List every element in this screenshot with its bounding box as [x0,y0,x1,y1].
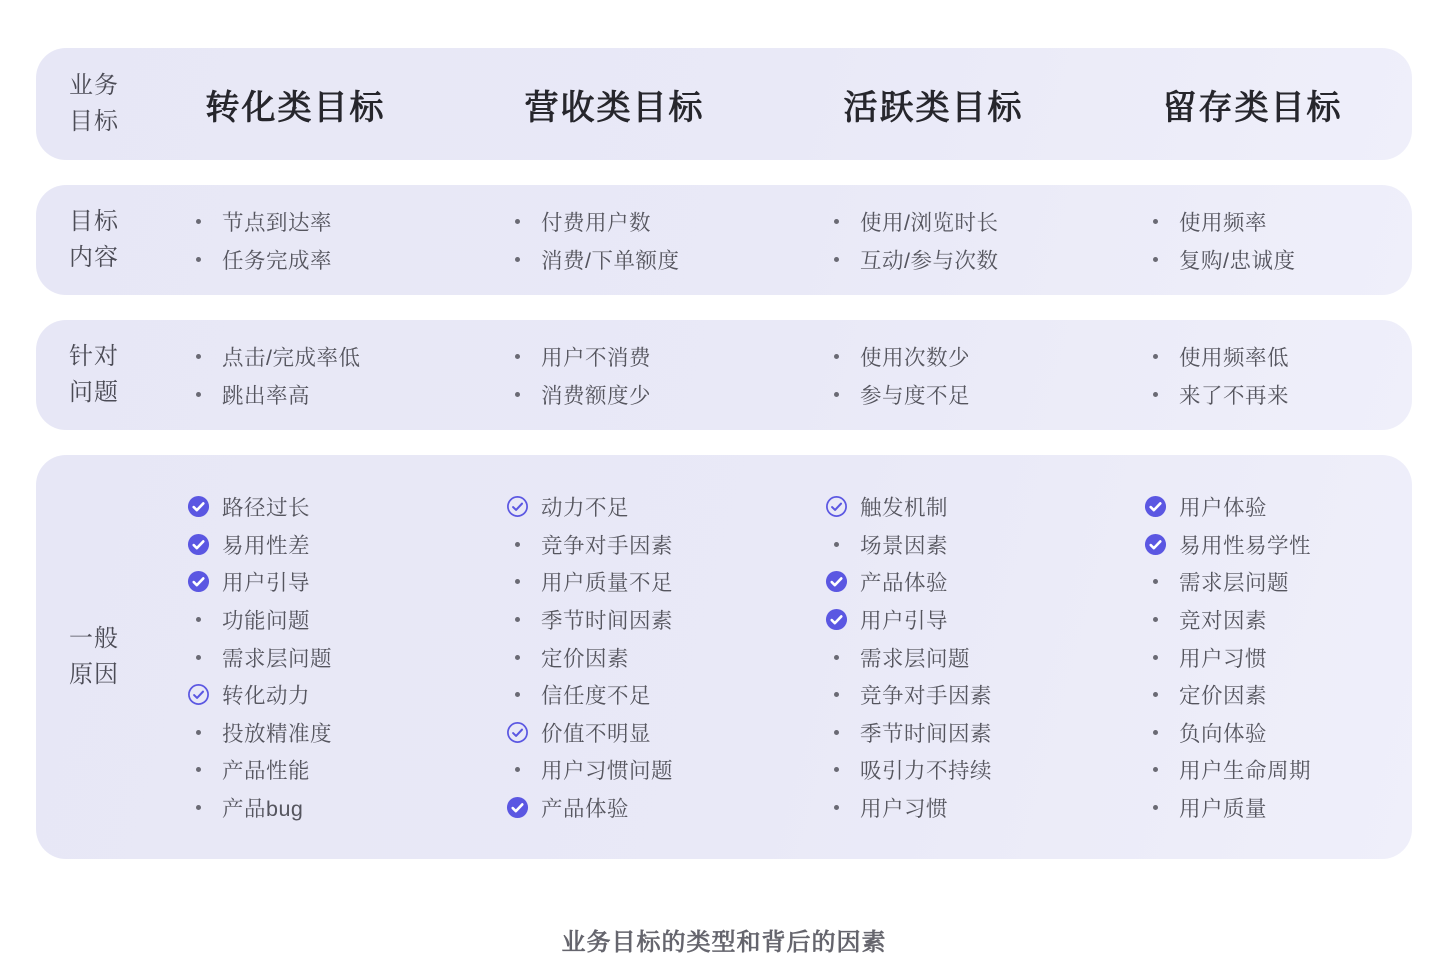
column-header-activity: 活跃类目标 [843,88,1024,127]
bullet-dot-icon [1143,247,1167,271]
list-item [186,751,455,789]
list-item [1143,751,1412,789]
list-item [186,240,455,278]
list-item [824,676,1093,714]
check-outline-icon [824,495,848,519]
problems-revenue-list [455,320,774,430]
bullet-dot-icon [505,683,529,707]
bullet-dot-icon [824,758,848,782]
list-item [186,713,455,751]
list-item-text: 竞争对手因素 [860,684,993,709]
list-item [186,601,455,639]
list-item-text: 用户习惯问题 [541,759,674,784]
row-label-line: 内容 [69,244,119,271]
list-item-text: 易用性易学性 [1179,533,1312,558]
check-filled-icon [1143,532,1167,556]
list-item-text: 场景因素 [860,533,949,558]
goal-content-retention-list [1093,185,1412,295]
list-item-text: 竞争对手因素 [541,533,674,558]
list-item [186,375,455,413]
list-item [824,337,1093,375]
list-item [824,525,1093,563]
bullet-dot-icon [186,795,210,819]
row-label-business-goals [36,68,136,140]
list-item [824,751,1093,789]
list-item [505,638,774,676]
list-item-text: 付费用户数 [541,210,652,235]
list-item [1143,488,1412,526]
bullet-dot-icon [186,645,210,669]
list-item [186,488,455,526]
bullet-dot-icon [505,344,529,368]
list-item [505,525,774,563]
bullet-dot-icon [186,758,210,782]
bullet-dot-icon [186,382,210,406]
row-label-target-problems [36,339,136,411]
bullet-dot-icon [186,247,210,271]
list-item [824,240,1093,278]
bullet-dot-icon [505,382,529,406]
check-filled-icon [505,795,529,819]
list-item-text: 使用次数少 [860,345,971,370]
list-item [1143,563,1412,601]
list-item [1143,202,1412,240]
list-item [505,789,774,827]
check-filled-icon [186,495,210,519]
row-panel-general-causes [36,455,1412,859]
list-item-text: 产品bug [222,796,304,821]
bullet-dot-icon [824,683,848,707]
causes-conversion-list [136,455,455,859]
list-item-text: 消费额度少 [541,383,652,408]
list-item [505,488,774,526]
list-item-text: 需求层问题 [860,646,971,671]
bullet-dot-icon [824,532,848,556]
list-item [1143,789,1412,827]
list-item-text: 参与度不足 [860,383,971,408]
column-header-conversion: 转化类目标 [205,88,386,127]
bullet-dot-icon [186,720,210,744]
list-item [1143,638,1412,676]
list-item-text: 任务完成率 [222,248,333,273]
check-filled-icon [186,532,210,556]
list-item [505,337,774,375]
row-label-line: 业务 [69,72,119,99]
header-row-panel [36,48,1412,160]
list-item-text: 用户体验 [1179,496,1268,521]
row-label-line: 目标 [69,208,119,235]
list-item [505,751,774,789]
list-item [824,713,1093,751]
check-filled-icon [186,570,210,594]
list-item-text: 触发机制 [860,496,949,521]
list-item-text: 使用频率 [1179,210,1268,235]
causes-activity-list [774,455,1093,859]
list-item [186,789,455,827]
bullet-dot-icon [1143,344,1167,368]
column-header-revenue: 营收类目标 [524,88,705,127]
list-item-text: 使用频率低 [1179,345,1290,370]
list-item-text: 用户引导 [222,571,311,596]
list-item-text: 定价因素 [1179,684,1268,709]
list-item-text: 投放精准度 [222,721,333,746]
list-item-text: 使用/浏览时长 [860,210,999,235]
list-item [824,202,1093,240]
list-item [824,375,1093,413]
row-label-line: 针对 [69,343,119,370]
row-label-line: 问题 [69,379,119,406]
bullet-dot-icon [824,209,848,233]
problems-conversion-list [136,320,455,430]
list-item-text: 用户不消费 [541,345,652,370]
list-item-text: 用户引导 [860,608,949,633]
list-item [186,337,455,375]
list-item-text: 竞对因素 [1179,608,1268,633]
list-item-text: 定价因素 [541,646,630,671]
bullet-dot-icon [186,344,210,368]
list-item-text: 需求层问题 [1179,571,1290,596]
list-item [505,713,774,751]
list-item-text: 用户生命周期 [1179,759,1312,784]
list-item [505,202,774,240]
bullet-dot-icon [505,607,529,631]
list-item [824,563,1093,601]
causes-revenue-list [455,455,774,859]
list-item-text: 复购/忠诚度 [1179,248,1296,273]
bullet-dot-icon [1143,209,1167,233]
bullet-dot-icon [505,247,529,271]
list-item-text: 季节时间因素 [860,721,993,746]
bullet-dot-icon [1143,382,1167,406]
list-item [505,676,774,714]
list-item [1143,337,1412,375]
list-item-text: 易用性差 [222,533,311,558]
goal-content-activity-list [774,185,1093,295]
bullet-dot-icon [505,758,529,782]
bullet-dot-icon [1143,720,1167,744]
list-item-text: 负向体验 [1179,721,1268,746]
list-item-text: 用户习惯 [860,796,949,821]
list-item-text: 价值不明显 [541,721,652,746]
bullet-dot-icon [1143,683,1167,707]
column-header-retention: 留存类目标 [1162,88,1343,127]
row-label-general-causes [36,621,136,693]
bullet-dot-icon [824,645,848,669]
list-item [505,563,774,601]
goal-content-revenue-list [455,185,774,295]
bullet-dot-icon [824,247,848,271]
list-item-text: 功能问题 [222,608,311,633]
list-item [824,789,1093,827]
list-item [824,601,1093,639]
bullet-dot-icon [1143,758,1167,782]
problems-activity-list [774,320,1093,430]
list-item-text: 点击/完成率低 [222,345,361,370]
row-label-line: 一般 [69,625,119,652]
bullet-dot-icon [824,795,848,819]
bullet-dot-icon [505,570,529,594]
figure-caption: 业务目标的类型和背后的因素 [561,929,887,956]
list-item-text: 产品性能 [222,759,311,784]
list-item-text: 产品体验 [860,571,949,596]
list-item [505,240,774,278]
bullet-dot-icon [505,532,529,556]
list-item [1143,713,1412,751]
list-item-text: 动力不足 [541,496,630,521]
bullet-dot-icon [1143,570,1167,594]
bullet-dot-icon [1143,795,1167,819]
row-label-goal-content [36,204,136,276]
check-outline-icon [505,720,529,744]
list-item [186,676,455,714]
bullet-dot-icon [505,209,529,233]
business-goals-table [36,48,1412,957]
bullet-dot-icon [1143,607,1167,631]
bullet-dot-icon [824,344,848,368]
list-item-text: 路径过长 [222,496,311,521]
list-item-text: 用户习惯 [1179,646,1268,671]
list-item [1143,525,1412,563]
goal-content-conversion-list [136,185,455,295]
check-filled-icon [824,570,848,594]
list-item-text: 季节时间因素 [541,608,674,633]
list-item [1143,601,1412,639]
list-item-text: 互动/参与次数 [860,248,999,273]
list-item [824,488,1093,526]
row-panel-target-problems [36,320,1412,430]
bullet-dot-icon [186,209,210,233]
list-item-text: 用户质量不足 [541,571,674,596]
list-item-text: 跳出率高 [222,383,311,408]
row-panel-goal-content [36,185,1412,295]
list-item [186,525,455,563]
list-item [186,563,455,601]
list-item [1143,375,1412,413]
check-filled-icon [824,607,848,631]
causes-retention-list [1093,455,1412,859]
check-outline-icon [505,495,529,519]
list-item-text: 来了不再来 [1179,383,1290,408]
bullet-dot-icon [824,382,848,406]
list-item [505,375,774,413]
row-label-line: 目标 [69,108,119,135]
list-item [824,638,1093,676]
list-item-text: 需求层问题 [222,646,333,671]
list-item [505,601,774,639]
list-item [1143,240,1412,278]
check-filled-icon [1143,495,1167,519]
problems-retention-list [1093,320,1412,430]
row-label-line: 原因 [69,661,119,688]
check-outline-icon [186,683,210,707]
bullet-dot-icon [505,645,529,669]
bullet-dot-icon [824,720,848,744]
bullet-dot-icon [1143,645,1167,669]
list-item-text: 吸引力不持续 [860,759,993,784]
list-item [1143,676,1412,714]
list-item [186,638,455,676]
list-item-text: 节点到达率 [222,210,333,235]
list-item-text: 转化动力 [222,684,311,709]
bullet-dot-icon [186,607,210,631]
list-item-text: 信任度不足 [541,684,652,709]
list-item [186,202,455,240]
list-item-text: 消费/下单额度 [541,248,680,273]
list-item-text: 产品体验 [541,796,630,821]
list-item-text: 用户质量 [1179,796,1268,821]
